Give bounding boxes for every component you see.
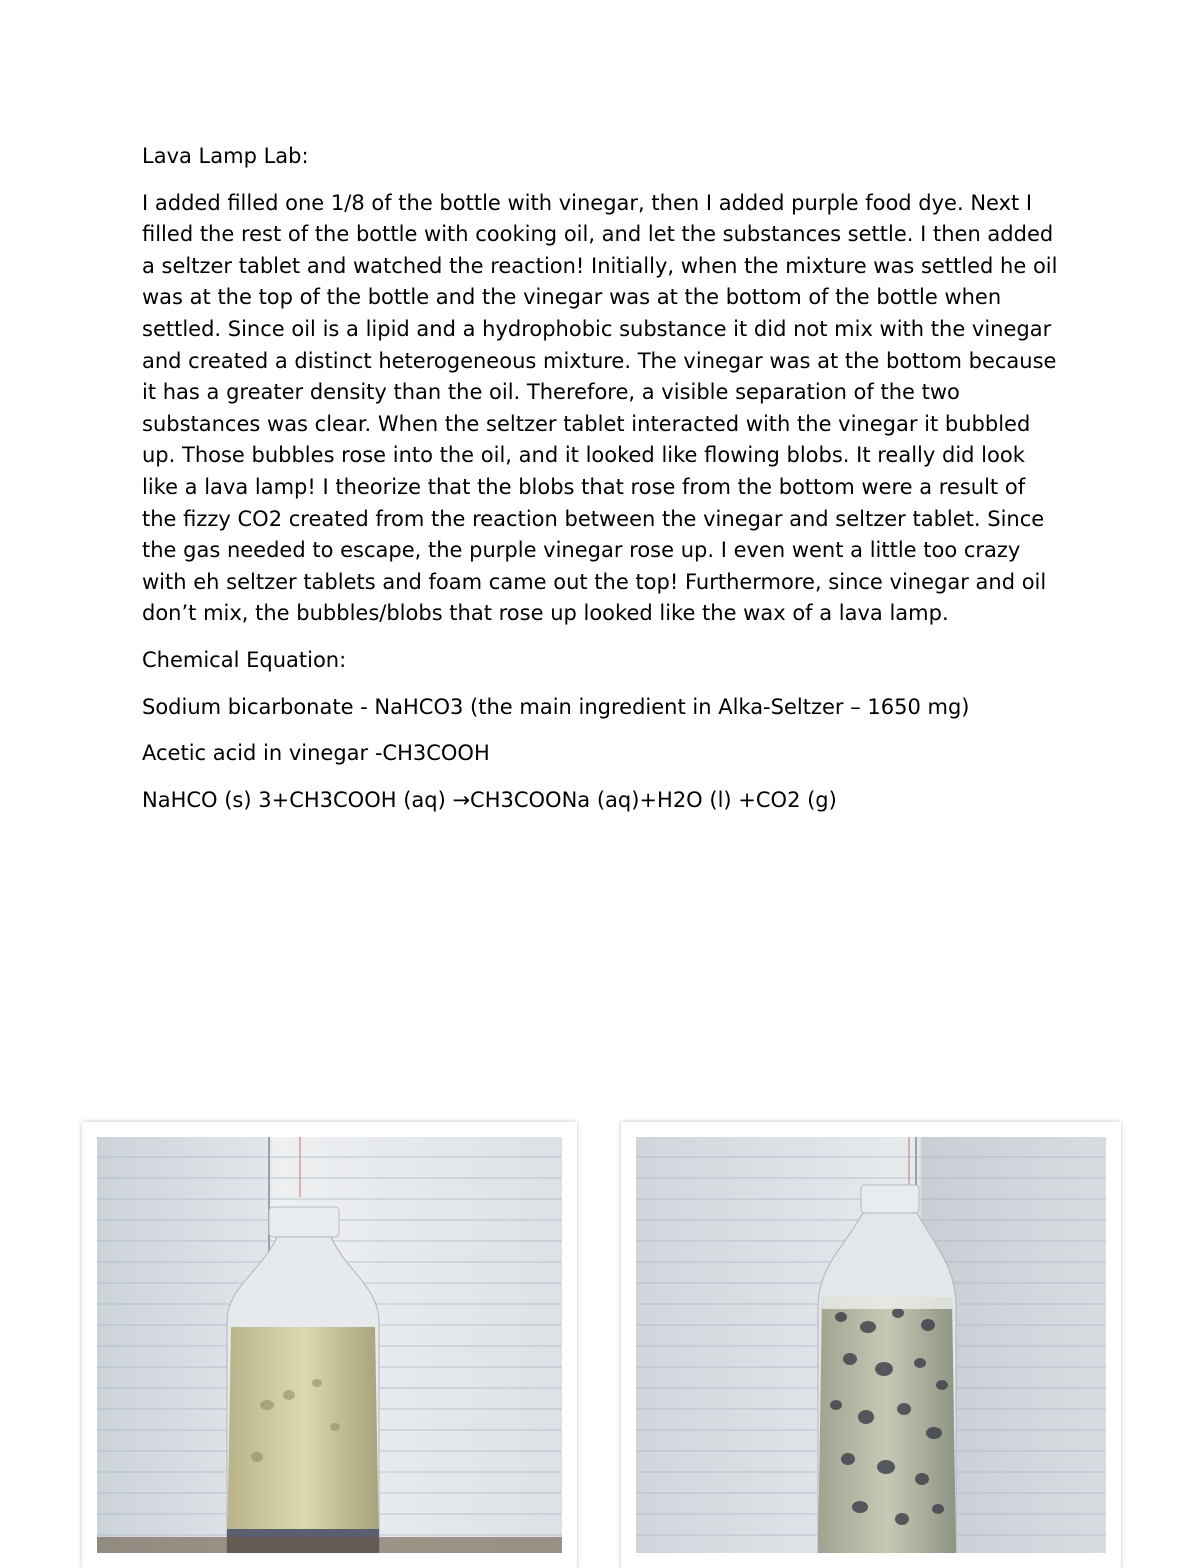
sodium-bicarbonate-line: Sodium bicarbonate - NaHCO3 (the main ingredient in Alka-Seltzer – 1650 mg) (142, 694, 970, 719)
acetic-acid-line: Acetic acid in vinegar -CH3COOH (142, 741, 490, 766)
bottle-before-photo (97, 1137, 562, 1553)
equation-heading: Chemical Equation: (142, 647, 347, 672)
lab-description: I added filled one 1/8 of the bottle with vinegar, then I added purple food dye. Next I filled the rest of the bottle with cooking oil, and let the substances settle. I then added a seltzer tablet and watched the reaction! Initially, when the mixture was settled he oil was at the top of the bottle and the vinegar was at the bottom of the bottle when settled. Since oil is a lipid and a hydrophobic substance it did not mix with the vinegar and created a distinct heterogeneous mixture. The vinegar was at the bottom because it has a greater density than the oil. Therefore, a visible separation of the two substances was clear. When the seltzer tablet interacted with the vinegar it bubbled up. Those bubbles rose into the oil, and it looked like flowing blobs. It really did look like a lava lamp! I theorize that the blobs that rose from the bottom were a result of the fizzy CO2 created from the reaction between the vinegar and seltzer tablet. Since the gas needed to escape, the purple vinegar rose up. I even went a little too crazy with eh seltzer tablets and foam came out the top! Furthermore, since vinegar and oil don’t mix, the bubbles/blobs that rose up looked like the wax of a lava lamp. (142, 190, 1058, 626)
document-body (142, 141, 1062, 831)
photo-before-frame (82, 1122, 577, 1568)
photo-after-frame (621, 1122, 1121, 1568)
lab-title: Lava Lamp Lab: (142, 144, 309, 168)
bottle-after-photo (636, 1137, 1106, 1553)
chemical-equation: NaHCO (s) 3+CH3COOH (aq) →CH3COONa (aq)+H2O (l) +CO2 (g) (142, 787, 837, 812)
